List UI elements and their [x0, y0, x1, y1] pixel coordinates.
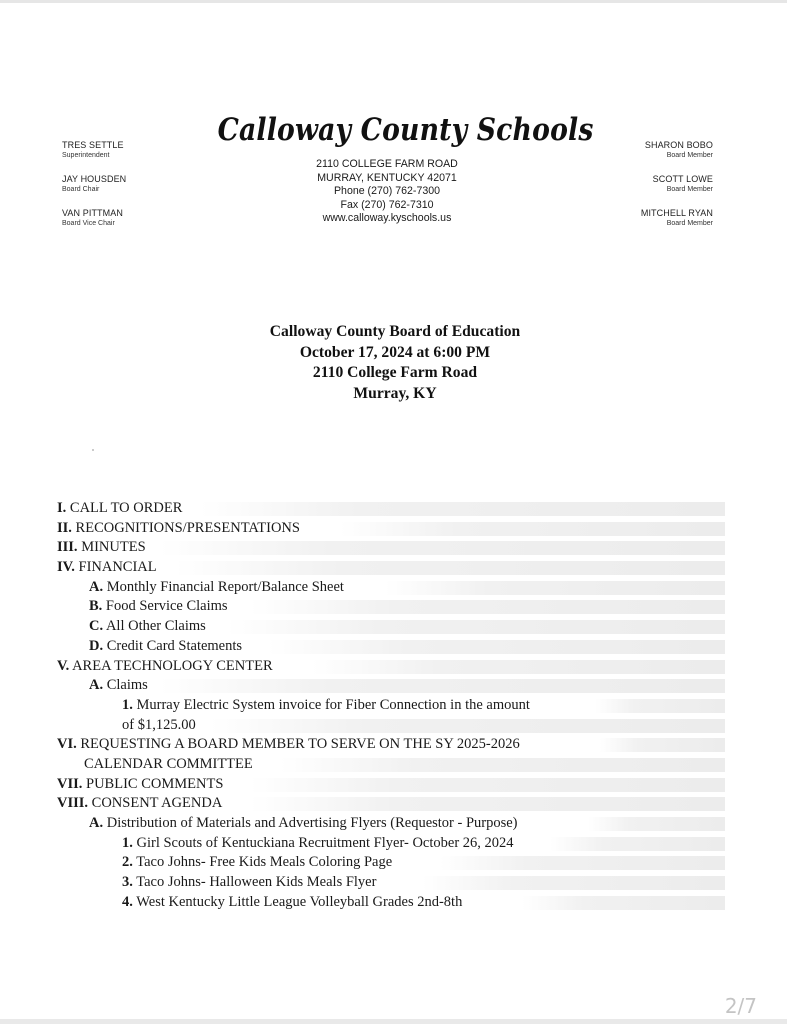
agenda-item [0, 519, 787, 539]
agenda-subsubitem [0, 853, 787, 873]
agenda-subsubitem [0, 893, 787, 913]
item-number: A. [89, 677, 104, 694]
item-number: 2. [122, 854, 133, 871]
agenda-list [0, 499, 787, 912]
meeting-location: 2110 College Farm Road [312, 364, 478, 381]
official-superintendent [62, 140, 126, 161]
item-text: REQUESTING A BOARD MEMBER TO SERVE ON THE SY 2025-2026 [80, 736, 520, 753]
item-text: AREA TECHNOLOGY CENTER [72, 657, 273, 674]
agenda-subitem [0, 617, 787, 637]
item-text: Taco Johns- Halloween Kids Meals Flyer [136, 874, 377, 891]
contact-block [187, 158, 587, 226]
official-role: Superintendent [62, 152, 110, 159]
official-role: Board Chair [62, 186, 100, 193]
item-text: RECOGNITIONS/PRESENTATIONS [75, 519, 300, 536]
item-text: All Other Claims [105, 618, 206, 635]
official-board-chair [62, 174, 126, 195]
item-number: 4. [122, 893, 133, 910]
officials-right [641, 140, 713, 242]
item-number: 3. [122, 874, 133, 891]
official-role: Board Member [666, 152, 713, 159]
meeting-city: Murray, KY [353, 384, 437, 402]
official-name: TRES SETTLE [62, 140, 124, 150]
item-number: V. [57, 657, 70, 674]
item-number: D. [89, 637, 104, 654]
scan-speck [92, 449, 94, 451]
fax-number: Fax (270) 762-7310 [340, 198, 434, 211]
official-board-member [641, 140, 713, 161]
item-text: Girl Scouts of Kentuckiana Recruitment Flyer- October 26, 2024 [136, 834, 514, 851]
agenda-subitem [0, 637, 787, 657]
agenda-item [0, 538, 787, 558]
meeting-header [160, 322, 630, 404]
item-number: A. [89, 815, 104, 831]
agenda-item [0, 775, 787, 795]
agenda-item [0, 794, 787, 814]
official-role: Board Vice Chair [62, 220, 115, 227]
viewer-top-edge [0, 0, 787, 3]
item-text: CALENDAR COMMITTEE [84, 755, 253, 772]
item-text: Food Service Claims [105, 598, 228, 615]
item-number: III. [57, 539, 78, 556]
official-role: Board Member [666, 186, 713, 193]
item-text: Murray Electric System invoice for Fiber Connection in the amount [136, 696, 530, 713]
agenda-subsubitem [0, 834, 787, 854]
official-role: Board Member [666, 220, 713, 227]
item-text: West Kentucky Little League Volleyball Grades 2nd-8th [136, 893, 463, 910]
official-name: MITCHELL RYAN [640, 208, 713, 218]
agenda-item [0, 499, 787, 519]
agenda-continuation [0, 755, 787, 775]
official-name: VAN PITTMAN [62, 208, 123, 218]
official-name: SHARON BOBO [644, 140, 713, 150]
item-text: of $1,125.00 [122, 716, 196, 733]
item-text: CONSENT AGENDA [91, 795, 223, 812]
item-number: IV. [57, 559, 75, 576]
item-number: II. [57, 519, 72, 536]
officials-left [62, 140, 126, 242]
viewer-bottom-edge [0, 1019, 787, 1024]
page-indicator: 2/7 [724, 994, 757, 1018]
item-number: A. [89, 578, 104, 595]
agenda-item [0, 735, 787, 755]
agenda-subsubitem [0, 873, 787, 893]
agenda-subitem [0, 676, 787, 696]
item-number: B. [89, 598, 103, 615]
item-text: Claims [106, 677, 148, 694]
school-name: Calloway County Schools [217, 112, 594, 148]
agenda-subsubitem [0, 696, 787, 716]
item-number: VI. [57, 736, 77, 753]
item-text: FINANCIAL [78, 559, 157, 576]
website: www.calloway.kyschools.us [322, 212, 452, 224]
agenda-continuation [0, 716, 787, 736]
letterhead [187, 112, 594, 226]
official-board-vice-chair [62, 208, 126, 229]
phone-number: Phone (270) 762-7300 [333, 185, 441, 197]
agenda-subitem [0, 814, 787, 834]
item-text: Credit Card Statements [106, 637, 243, 654]
item-text: PUBLIC COMMENTS [86, 775, 224, 792]
address-line2: MURRAY, KENTUCKY 42071 [317, 171, 457, 184]
official-board-member [641, 174, 713, 195]
item-number: 1. [122, 696, 133, 713]
agenda-item [0, 657, 787, 677]
agenda-subitem [0, 578, 787, 598]
agenda-item [0, 558, 787, 578]
official-board-member [641, 208, 713, 229]
item-text: MINUTES [81, 539, 146, 556]
item-number: VIII. [57, 795, 89, 812]
agenda-subitem [0, 597, 787, 617]
item-text: CALL TO ORDER [69, 500, 183, 516]
meeting-datetime: October 17, 2024 at 6:00 PM [299, 343, 491, 361]
item-number: C. [89, 618, 104, 635]
item-number: 1. [122, 834, 133, 851]
item-text: Taco Johns- Free Kids Meals Coloring Page [136, 854, 393, 871]
official-name: SCOTT LOWE [652, 174, 713, 184]
item-number: VII. [57, 775, 83, 792]
official-name: JAY HOUSDEN [62, 174, 127, 184]
meeting-body: Calloway County Board of Education [269, 323, 521, 340]
address-line1: 2110 COLLEGE FARM ROAD [316, 158, 458, 170]
item-number: I. [57, 500, 67, 516]
item-text: Distribution of Materials and Advertising Flyers (Requestor - Purpose) [106, 815, 518, 831]
item-text: Monthly Financial Report/Balance Sheet [106, 578, 344, 595]
